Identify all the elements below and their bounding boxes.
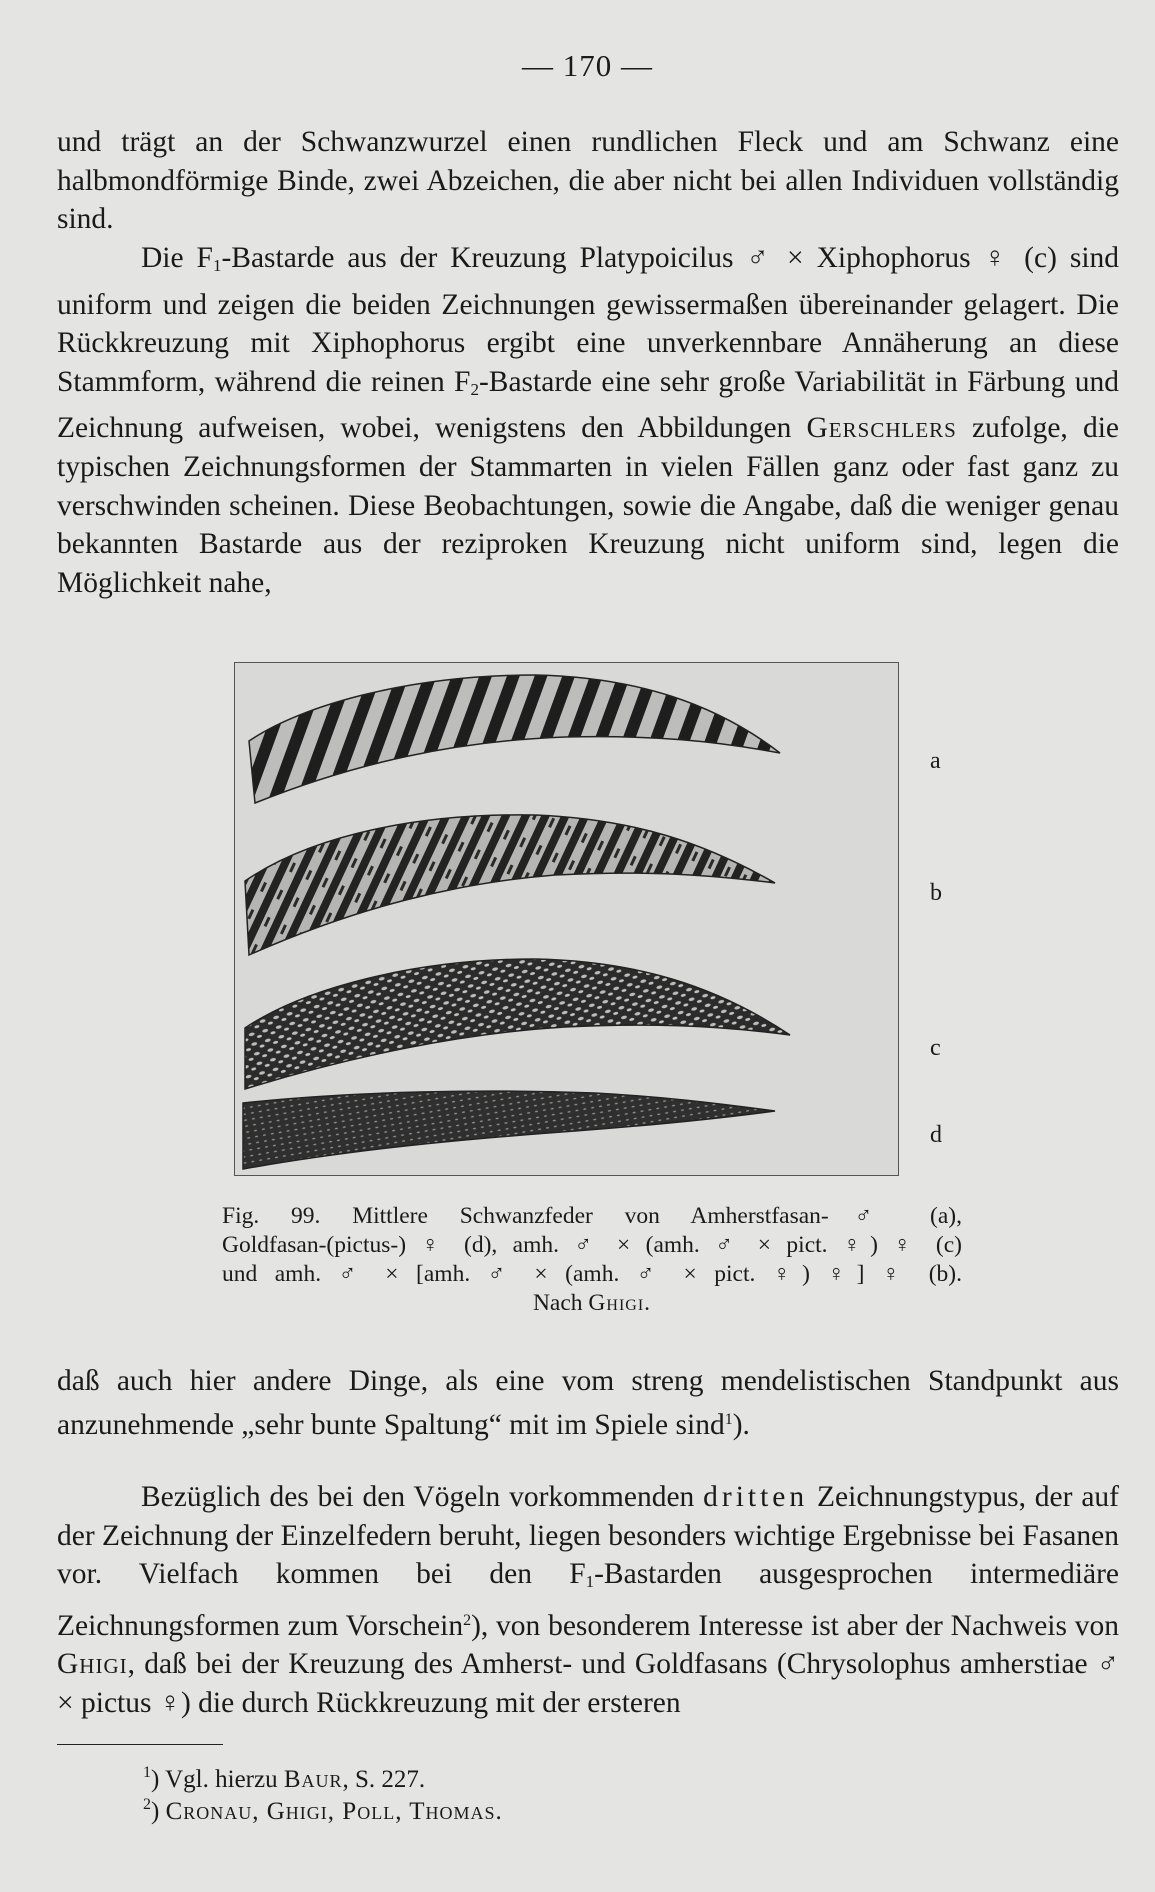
footnote-number: 2 bbox=[143, 1796, 151, 1813]
text-run: zufolge, die typischen Zeichnungsformen der Stammarten in vielen Fällen ganz oder fast ganz zu verschwinden scheinen. Diese Beobachtungen, sowie die Angabe, daß die weniger genau bekannten Bastarde aus der reziproken Kreuzung nicht uniform sind, legen die Möglichkeit nahe, bbox=[57, 412, 1119, 599]
author-name: Gerschlers bbox=[806, 412, 957, 445]
text-run: , S. 227. bbox=[342, 1766, 426, 1793]
caption-line-3: und amh. ♂ × [amh. ♂ × (amh. ♂ × pict. ♀) ♀] ♀ (b). bbox=[222, 1261, 962, 1287]
text-run: ), von besonderem Interesse ist aber der Nachweis von bbox=[471, 1609, 1119, 1642]
emphasis-spaced: dritten bbox=[703, 1481, 809, 1513]
caption-line-1: Fig. 99. Mittlere Schwanzfeder von Amherstfasan-♂ (a), bbox=[222, 1203, 962, 1229]
paragraph-3 bbox=[57, 1362, 1119, 1444]
figure-caption bbox=[222, 1202, 962, 1318]
footnote-number: 1 bbox=[143, 1764, 151, 1781]
feather-c bbox=[245, 959, 790, 1089]
paragraph-2 bbox=[57, 239, 1119, 602]
text-run: daß auch hier andere Dinge, als eine vom streng mendelistischen Standpunkt aus anzunehmende „sehr bunte Spaltung“ mit im Spiele sind bbox=[57, 1365, 1119, 1441]
text-run: Bezüglich des bei den Vögeln vorkommenden bbox=[141, 1481, 704, 1513]
text-run: ) bbox=[151, 1798, 166, 1825]
panel-label-d: d bbox=[930, 1122, 942, 1148]
panel-label-b: b bbox=[930, 880, 942, 906]
feather-figure bbox=[234, 662, 899, 1176]
text-run: , daß bei der Kreuzung des Amherst- und Goldfasans (Chrysolophus amherstiae ♂ × pictus ♀) die durch Rückkreuzung mit der ersteren bbox=[57, 1648, 1119, 1719]
text-run: . bbox=[495, 1798, 502, 1825]
text-run: ). bbox=[732, 1408, 750, 1441]
caption-line-4 bbox=[222, 1289, 962, 1318]
subscript: 1 bbox=[585, 1572, 595, 1592]
paragraph-1: und trägt an der Schwanzwurzel einen rundlichen Fleck und am Schwanz eine halbmondförmige Binde, zwei Abzeichen, die aber nicht bei allen Individuen vollständig sind. bbox=[57, 126, 1119, 236]
feather-a bbox=[249, 675, 780, 803]
feather-d bbox=[243, 1091, 775, 1169]
paragraph-4 bbox=[57, 1478, 1119, 1723]
text-run: Zeichnungstypus, der auf der Zeichnung der Einzelfedern beruht, liegen besonders wichtige Ergebnisse bei Fasanen vor. Vielfach kommen bei den F bbox=[57, 1481, 1119, 1591]
subscript: 2 bbox=[470, 379, 479, 399]
footnote-rule bbox=[57, 1744, 223, 1745]
text-run: Nach bbox=[532, 1290, 589, 1316]
footnote-marker: 1 bbox=[724, 1410, 733, 1428]
author-name: Ghigi. bbox=[588, 1290, 652, 1316]
text-run: Die F bbox=[141, 242, 213, 274]
feather-illustration bbox=[235, 663, 898, 1175]
author-name: Ghigi bbox=[57, 1648, 128, 1681]
text-run: -Bastarde aus der Kreuzung Platypoicilus ♂ × Xiphophorus ♀ (c) sind uniform und zeigen die beiden Zeichnungen gewissermaßen übereinander gelagert. Die Rückkreuzung mit Xiphophorus ergibt eine unverkennbare Annäherung an diese Stammform, während die reinen F bbox=[57, 242, 1120, 398]
page-number: — 170 — bbox=[522, 48, 653, 83]
author-name: Cronau, Ghigi, Poll, Thomas bbox=[165, 1798, 496, 1825]
subscript: 1 bbox=[212, 256, 222, 275]
panel-label-a: a bbox=[930, 748, 941, 774]
feather-b bbox=[245, 815, 775, 955]
text-run: -Bastarden ausgesprochen intermediäre Zeichnungsformen zum Vorschein bbox=[57, 1558, 1120, 1642]
footnote-marker: 2 bbox=[463, 1611, 472, 1629]
author-name: Baur bbox=[283, 1766, 343, 1793]
footnote-2 bbox=[143, 1790, 502, 1827]
text-run: ) Vgl. hierzu bbox=[151, 1766, 284, 1793]
text-run: -Bastarde eine sehr große Variabilität in Färbung und Zeichnung aufweisen, wobei, wenigstens den Abbildungen bbox=[57, 365, 1120, 445]
caption-line-2: Goldfasan-(pictus-) ♀ (d), amh. ♂ × (amh. ♂ × pict. ♀) ♀ (c) bbox=[222, 1232, 962, 1258]
panel-label-c: c bbox=[930, 1035, 941, 1061]
